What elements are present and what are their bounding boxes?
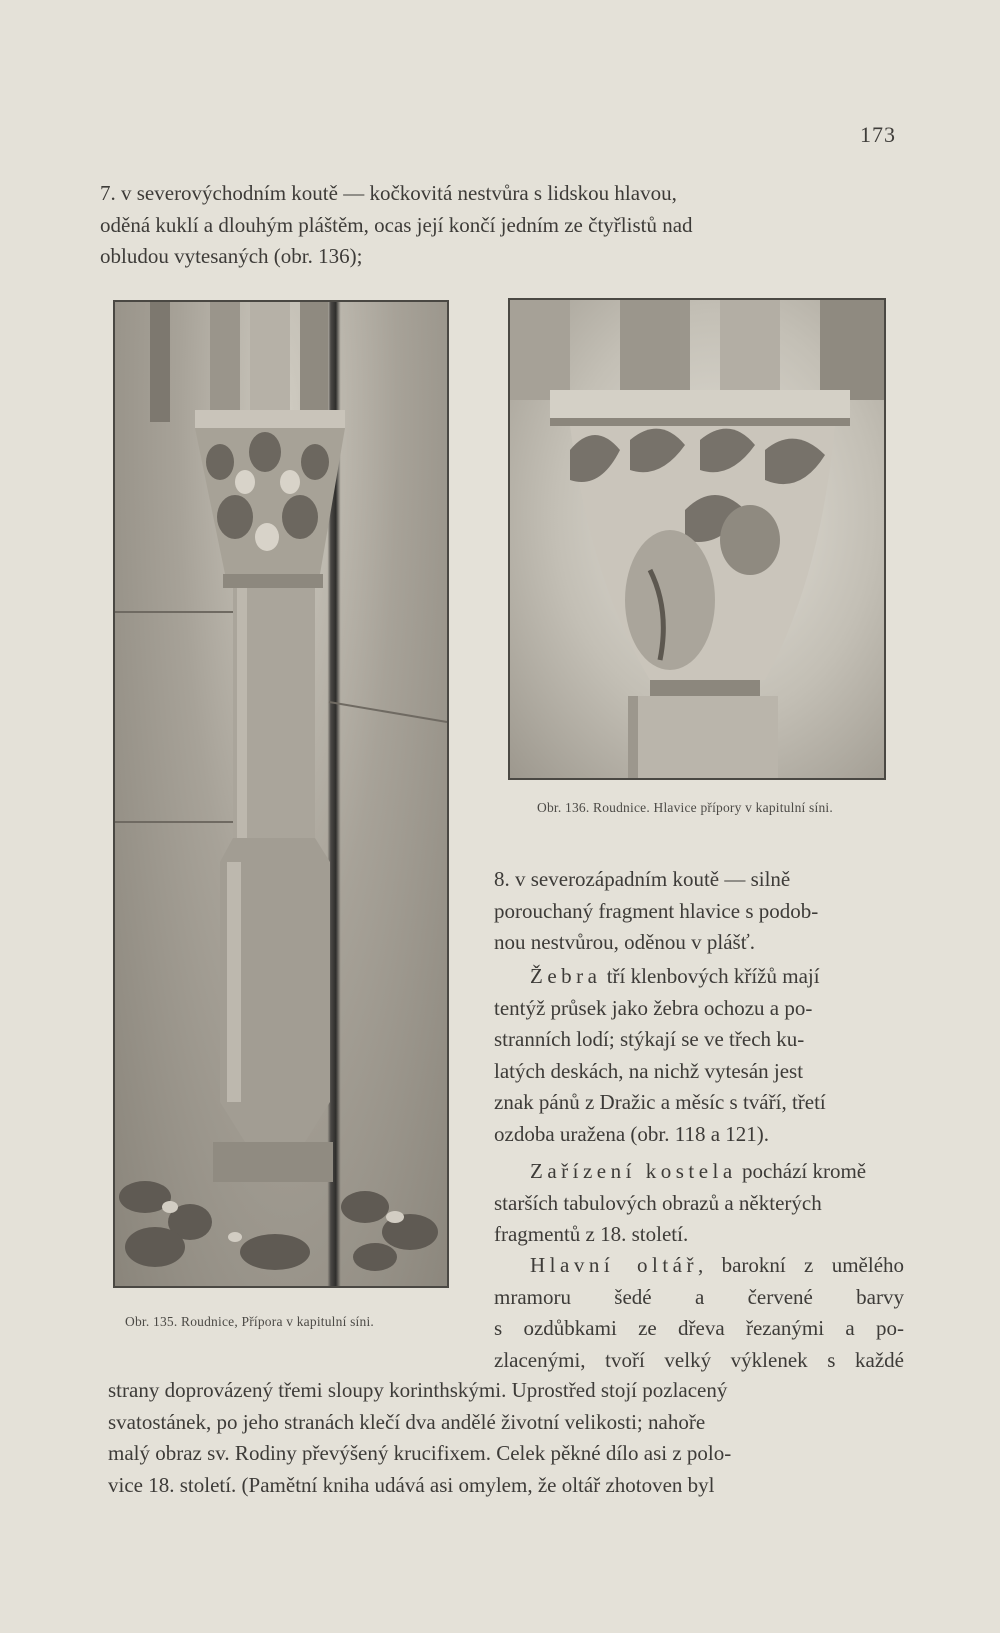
text-line: , barokní z umělého <box>697 1253 905 1277</box>
text-line: latých deskách, na nichž vytesán jest <box>494 1058 804 1083</box>
text-line: znak pánů z Dražic a měsíc s tváří, třetí <box>494 1090 826 1114</box>
intro-paragraph <box>100 178 900 273</box>
text-line: nou nestvůrou, oděnou v plášť. <box>494 930 755 954</box>
altar-continuation-paragraph <box>108 1375 908 1501</box>
text-line: stranních lodí; stýkají se ve třech ku- <box>494 1027 805 1051</box>
text-line: mramoru šedé a červené barvy <box>494 1284 904 1309</box>
page-number: 173 <box>860 122 896 147</box>
capital-photo <box>508 298 886 780</box>
capital-illustration <box>510 300 884 778</box>
text-line: starších tabulových obrazů a některých <box>494 1190 822 1215</box>
pilaster-photo <box>113 300 449 1288</box>
intro-line: oděná kuklí a dlouhým pláštěm, ocas její končí jedním ze čtyřlistů nad <box>100 212 693 237</box>
text-line: ozdoba uražena (obr. 118 a 121). <box>494 1121 770 1146</box>
text-line: porouchaný fragment hlavice s podob- <box>494 898 819 923</box>
pilaster-illustration <box>115 302 447 1286</box>
text-line: s ozdůbkami ze dřeva řezanými a po- <box>494 1316 904 1340</box>
furnishing-paragraph <box>494 1156 904 1251</box>
item-8-paragraph <box>494 864 904 959</box>
spaced-term: Žebra <box>530 964 602 988</box>
intro-line: obludou vytesaných (obr. 136); <box>100 244 363 268</box>
text-line: pochází kromě <box>736 1159 867 1183</box>
text-line: tří klenbových křížů mají <box>601 964 820 988</box>
figure-135-caption: Obr. 135. Roudnice, Přípora v kapitulní síni. <box>125 1314 374 1329</box>
ribs-paragraph <box>494 961 904 1150</box>
text-line: tentýž průsek jako žebra ochozu a po- <box>494 995 813 1020</box>
text-line: zlacenými, tvoří velký výklenek s každé <box>494 1347 904 1372</box>
text-line: fragmentů z 18. století. <box>494 1222 689 1246</box>
intro-line: 7. v severovýchodním koutě — kočkovitá nestvůra s lidskou hlavou, <box>100 181 677 205</box>
main-altar-paragraph <box>494 1250 904 1376</box>
spaced-term: Zařízení kostela <box>530 1159 737 1183</box>
text-line: 8. v severozápadním koutě — silně <box>494 867 791 891</box>
text-line: svatostánek, po jeho stranách klečí dva andělé životní velikosti; nahoře <box>108 1409 706 1434</box>
text-line: vice 18. století. (Pamětní kniha udává asi omylem, že oltář zhotoven byl <box>108 1472 715 1497</box>
figure-136-caption: Obr. 136. Roudnice. Hlavice přípory v kapitulní síni. <box>537 800 833 815</box>
text-line: malý obraz sv. Rodiny převýšený krucifixem. Celek pěkné dílo asi z polo- <box>108 1441 732 1465</box>
spaced-term: Hlavní oltář <box>530 1253 698 1277</box>
text-line: strany doprovázený třemi sloupy korinthskými. Uprostřed stojí pozlacený <box>108 1378 728 1402</box>
